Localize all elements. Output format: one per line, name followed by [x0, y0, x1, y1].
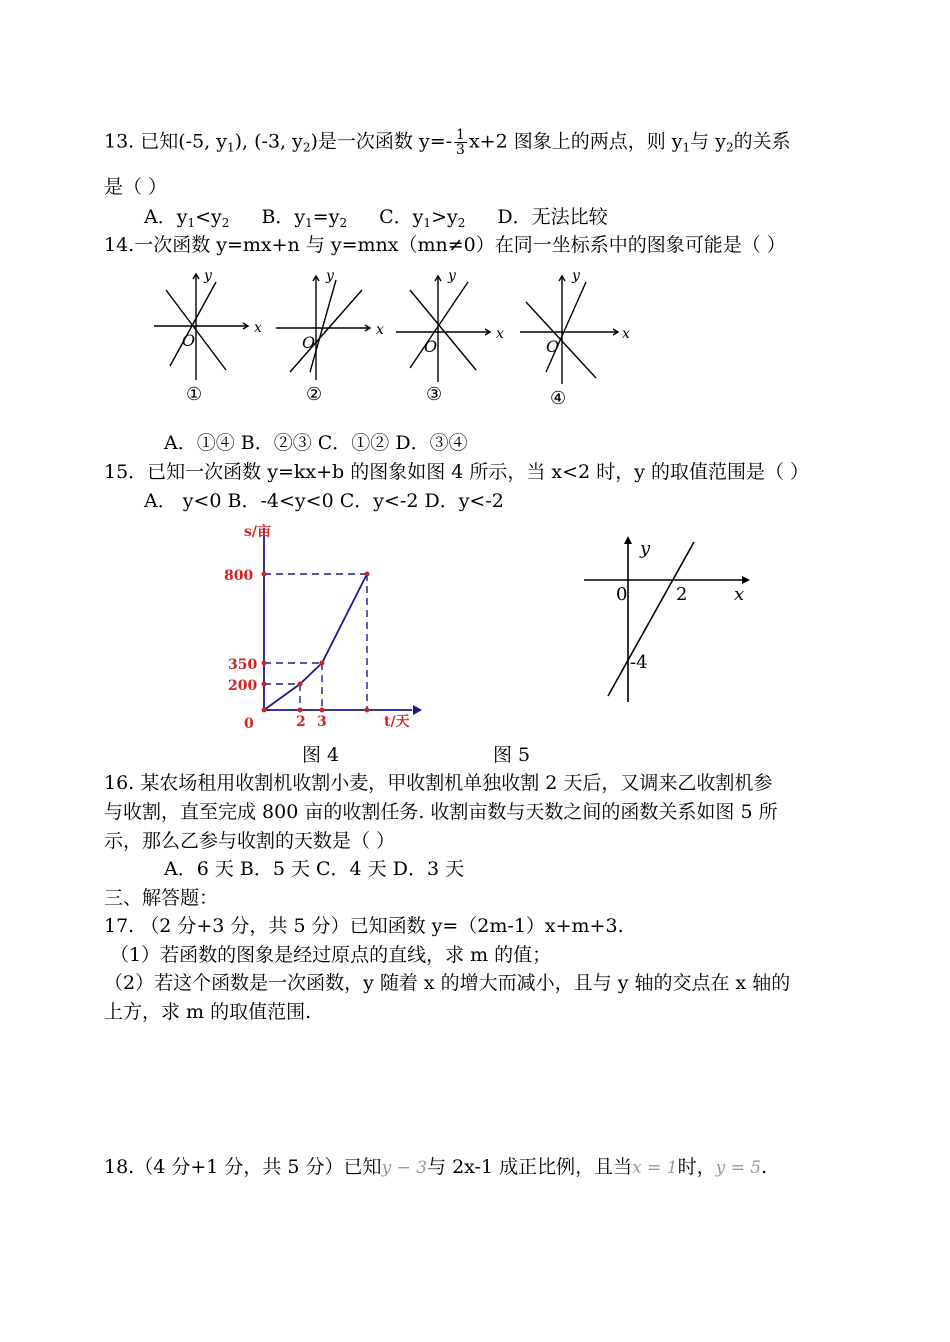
q16-line2: 与收割，直至完成 800 亩的收割任务. 收割亩数与天数之间的函数关系如图 5 所 — [104, 801, 778, 823]
q13-line1: 13. 已知(-5, $y_1$), (-3, $y_2$)是一次函数 y=- $\frac{1}{3}$ x+2 图象上的两点，则 $y_1$与 $y_2$的关系 — [104, 127, 791, 158]
graph-label-4: ④ — [550, 388, 567, 409]
graph1-y-label: y — [204, 268, 212, 284]
q17-part2-line2: 上方，求 m 的取值范围. — [104, 1001, 312, 1023]
graph4-x-label: x — [622, 326, 630, 342]
q16-line1: 16. 某农场租用收割机收割小麦，甲收割机单独收割 2 天后，又调来乙收割机参 — [104, 772, 773, 794]
harvest-y-tick-200: 200 — [228, 678, 258, 694]
graph3-y-label: y — [448, 268, 456, 284]
graph1-x-label: x — [254, 320, 262, 336]
harvest-x-tick-3: 3 — [317, 714, 327, 730]
q14-graphs — [140, 262, 650, 412]
line-graph-y-intercept: -4 — [630, 652, 648, 673]
q18-expr-y-minus-3: y − 3 — [381, 1158, 428, 1178]
section-3-heading: 三、解答题： — [104, 887, 219, 909]
figure-4-caption: 图 4 — [302, 744, 340, 766]
q16-line3: 示，那么乙参与收割的天数是（ ） — [104, 830, 396, 852]
graph2-origin-label: O — [302, 333, 316, 352]
graph-label-1: ① — [186, 384, 203, 405]
line-graph-origin-label: 0 — [616, 584, 628, 605]
graph2-x-label: x — [376, 322, 384, 338]
graph1-origin-label: O — [182, 331, 196, 350]
q13-option-c: C．$y_1>y_2$ — [379, 206, 466, 230]
harvest-x-axis-label: t/天 — [384, 714, 410, 730]
q15-stem: 15．已知一次函数 y=kx+b 的图象如图 4 所示，当 x<2 时，y 的取值范围是（ ） — [104, 461, 810, 483]
graph-label-3: ③ — [426, 384, 443, 405]
figure-harvest-chart — [222, 518, 432, 738]
line-graph-x-label: x — [734, 584, 745, 605]
q17-stem: 17. （2 分+3 分，共 5 分）已知函数 y=（2m-1）x+m+3. — [104, 915, 624, 937]
harvest-y-tick-350: 350 — [228, 657, 258, 673]
q16-options: A．6 天 B．5 天 C．4 天 D．3 天 — [164, 858, 465, 880]
q13-option-b: B．$y_1=y_2$ — [261, 206, 348, 230]
q17-part1: （1）若函数的图象是经过原点的直线，求 m 的值； — [110, 944, 552, 966]
q13-line2: 是（ ） — [104, 176, 168, 198]
graph3-x-label: x — [496, 326, 504, 342]
harvest-y-axis-label: s/亩 — [244, 524, 271, 540]
q14-options: A．①④ B．②③ C．①② D．③④ — [164, 432, 468, 454]
q13-options — [144, 206, 608, 230]
q13-option-d: D．无法比较 — [497, 206, 608, 228]
harvest-origin-label: 0 — [244, 716, 254, 732]
q18-stem: 18.（4 分+1 分，共 5 分）已知y − 3与 2x-1 成正比例，且当x = 1时，y = 5. — [104, 1156, 768, 1178]
q14-stem: 14.一次函数 y=mx+n 与 y=mnx（mn≠0）在同一坐标系中的图象可能是（ ） — [104, 234, 786, 256]
line-graph-y-label: y — [640, 538, 651, 559]
harvest-x-tick-2: 2 — [296, 714, 306, 730]
q15-options: A． y<0 B．-4<y<0 C．y<-2 D．y<-2 — [144, 490, 504, 512]
line-graph-x-intercept: 2 — [676, 584, 688, 605]
graph4-y-label: y — [572, 268, 580, 284]
harvest-y-tick-800: 800 — [224, 568, 254, 584]
fraction-one-third: $\frac{1}{3}$ — [456, 127, 465, 158]
q13-option-a: A．$y_1<y_2$ — [144, 206, 230, 230]
graph-label-2: ② — [306, 384, 323, 405]
q18-expr-y-eq-5: y = 5 — [715, 1158, 762, 1178]
figure-line-graph — [580, 530, 760, 710]
graph2-y-label: y — [326, 268, 334, 284]
figure-5-caption: 图 5 — [493, 744, 531, 766]
q17-part2-line1: （2）若这个函数是一次函数，y 随着 x 的增大而减小，且与 y 轴的交点在 x 轴的 — [104, 972, 791, 994]
q18-expr-x-eq-1: x = 1 — [632, 1158, 678, 1178]
graph3-origin-label: O — [424, 337, 438, 356]
graph4-origin-label: O — [546, 337, 560, 356]
